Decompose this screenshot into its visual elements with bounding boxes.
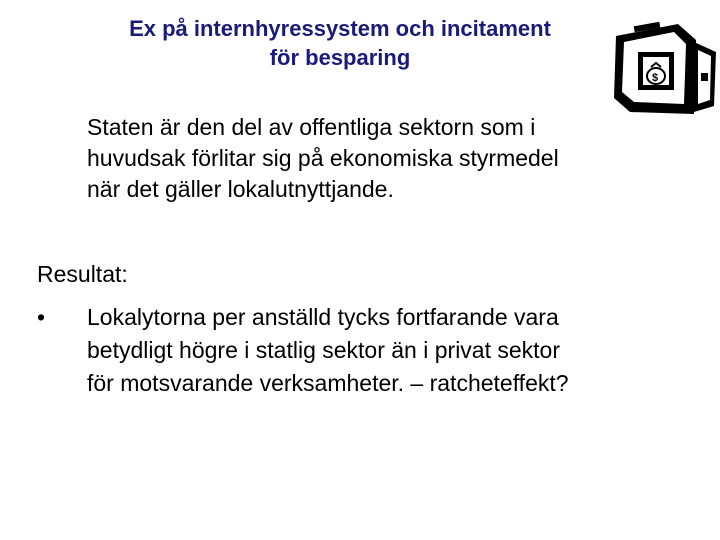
bullet-line-3: för motsvarande verksamheter. – ratcheteffekt? (87, 370, 569, 396)
title-line-2: för besparing (269, 45, 411, 70)
svg-text:$: $ (652, 72, 659, 84)
intro-line-2: huvudsak förlitar sig på ekonomiska styrmedel (87, 145, 559, 171)
bullet-line-2: betydligt högre i statlig sektor än i privat sektor (87, 337, 561, 363)
bullet-marker: • (37, 304, 46, 330)
intro-paragraph (87, 112, 707, 205)
result-heading: Resultat: (37, 261, 128, 287)
intro-line-3: när det gäller lokalutnyttjande. (87, 176, 394, 202)
title-line-1: Ex på internhyressystem och incitament (129, 16, 551, 41)
slide-title (40, 14, 640, 72)
bullet-line-1: Lokalytorna per anställd tycks fortfarande vara (87, 304, 559, 330)
intro-line-1: Staten är den del av offentliga sektorn som i (87, 114, 536, 140)
open-safe-icon (608, 18, 720, 116)
bullet-text (87, 301, 707, 400)
